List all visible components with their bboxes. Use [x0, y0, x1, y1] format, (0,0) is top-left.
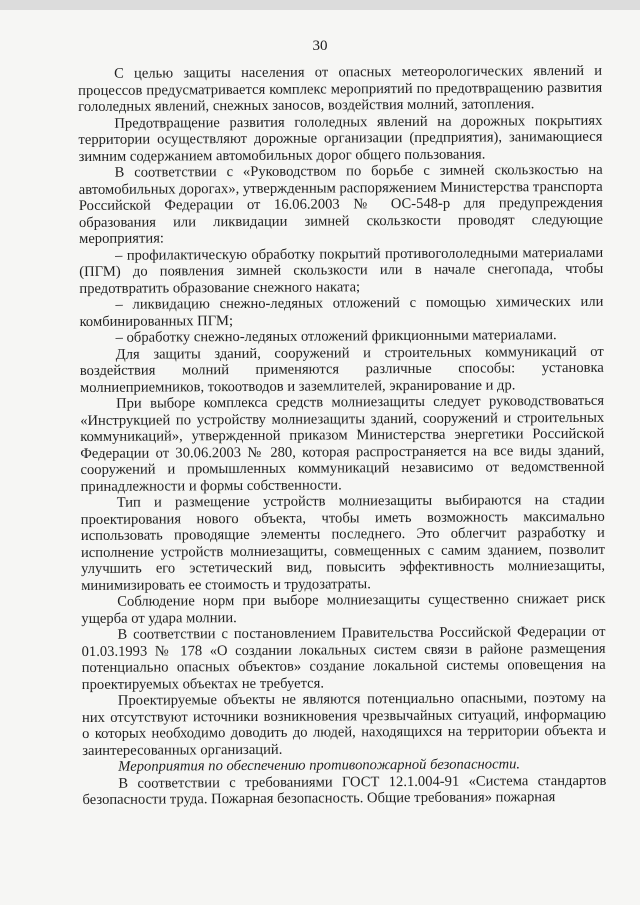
paragraph-winter-guide: В соответствии с «Руководством по борьбе с зимней скользкостью на автомобильных дорогах», утвержденным распоряжением Министерства транспорта Российской Федерации от 16.06.2003 № ОС-548-р для предупреждения образования или ликвидации зимней скользкости проводят следующие мероприятия: [78, 161, 603, 247]
paragraph-gost-fire: В соответствии с требованиями ГОСТ 12.1.004-91 «Система стандартов безопасности труда. Пожарная безопасность. Общие требования» пожарная [82, 772, 607, 808]
document-body [78, 63, 607, 809]
list-item-friction-treatment: – обработку снежно-ледяных отложений фрикционными материалами. [115, 327, 557, 346]
paragraph-lightning-design: Тип и размещение устройств молниезащиты выбираются на стадии проектирования нового объекта, чтобы иметь возможность максимально использовать проводящие элементы последнего. Это облегчит разработку и исполнение устройств молниезащиты, совмещенных с самим зданием, позволит улучшить его эстетический вид, повысить эффективность молниезащиты, минимизировать ее стоимость и трудозатраты. [80, 491, 606, 594]
section-heading-fire-safety: Мероприятия по обеспечению противопожарной безопасности. [118, 756, 521, 775]
paragraph-not-hazardous: Проектируемые объекты не являются потенциально опасными, поэтому на них отсутствуют источники возникновения чрезвычайных ситуаций, информацию о которых необходимо доводить до людей, находящихся на территории объекта и заинтересованных организаций. [81, 689, 607, 759]
paragraph-ice-prevention: Предотвращение развития гололедных явлений на дорожных покрытиях территории осуществляют дорожные организации (предприятия), занимающиеся зимним содержанием автомобильных дорог общего пользования. [78, 112, 603, 165]
paragraph-warning-systems: В соответствии с постановлением Правительства Российской Федерации от 01.03.1993 № 178 «О создании локальных систем связи в районе размещения потенциально опасных объектов» создание локальной системы оповещения на проектируемых объектах не требуется. [81, 623, 606, 693]
paragraph-protection-intro: С целью защиты населения от опасных метеорологических явлений и процессов предусматривается комплекс мероприятий по предотвращению развития гололедных явлений, снежных заносов, воздействия молний, затопления. [78, 62, 603, 115]
list-item-ice-removal: – ликвидацию снежно-ледяных отложений с помощью химических или комбинированных ПГМ; [79, 293, 604, 330]
paragraph-lightning-instruction: При выборе комплекса средств молниезащиты следует руководствоваться «Инструкцией по устройству молниезащиты зданий, сооружений и строительных коммуникаций», утвержденной приказом Министерства энергетики Российской Федерации от 30.06.2003 № 280, которая распространяется на все виды зданий, сооружений и промышленных коммуникаций независимо от ведомственной принадлежности и формы собственности. [80, 392, 605, 495]
page-number: 30 [312, 38, 328, 54]
paragraph-lightning-norms: Соблюдение норм при выборе молниезащиты существенно снижает риск ущерба от удара молнии. [81, 590, 606, 627]
paragraph-lightning-methods: Для защиты зданий, сооружений и строительных коммуникаций от воздействия молний применяются различные способы: установка молниеприемников, токоотводов и заземлителей, экранирование и др. [79, 343, 604, 396]
list-item-preventive-treatment: – профилактическую обработку покрытий противогололедными материалами (ПГМ) до появления зимней скользкости или в начале снегопада, чтобы предотвратить образование снежного наката; [79, 244, 604, 297]
